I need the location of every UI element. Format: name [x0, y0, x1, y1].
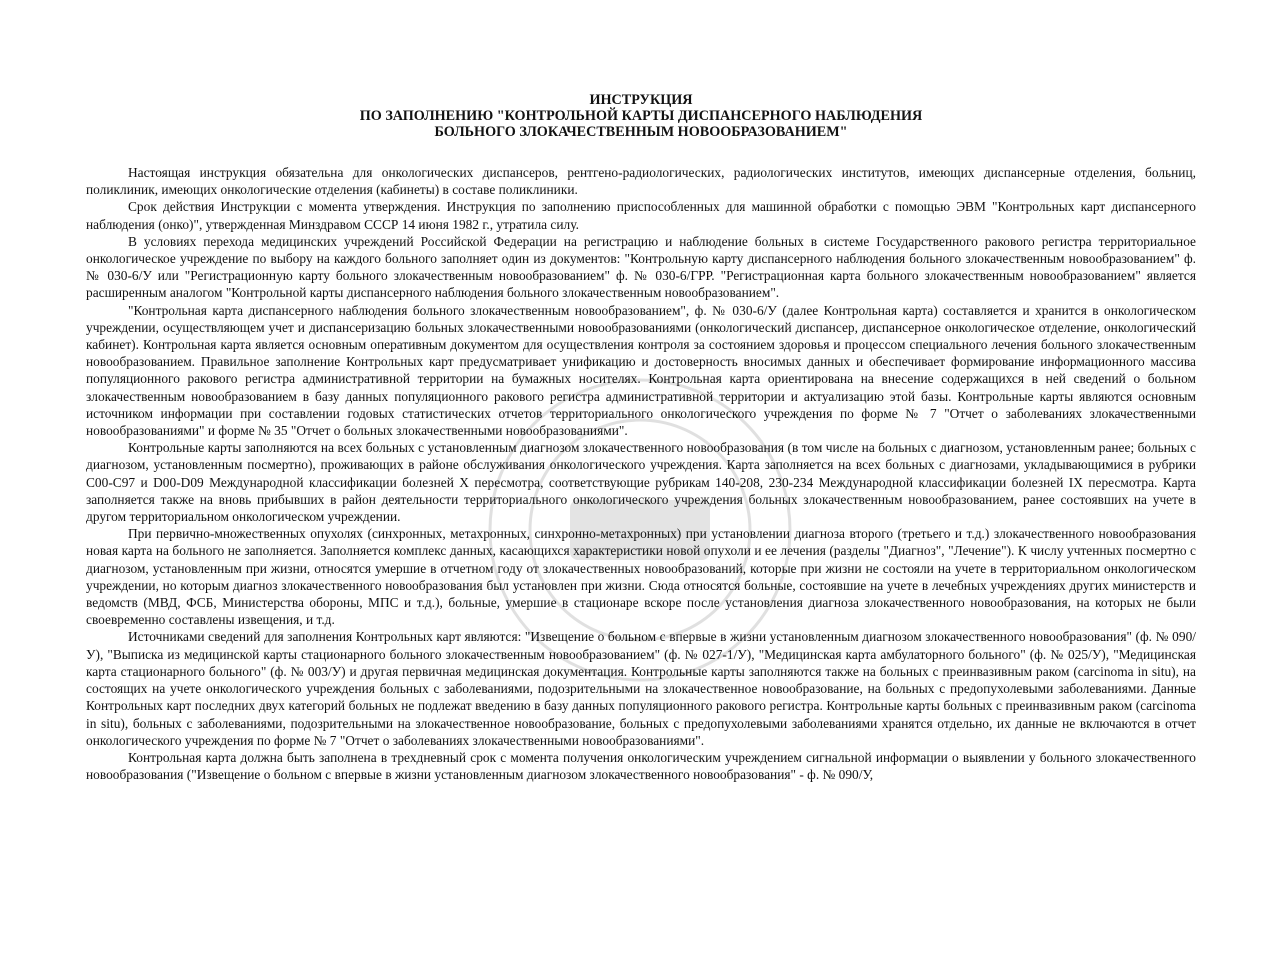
paragraph-2: Срок действия Инструкции с момента утверждения. Инструкция по заполнению приспособленных для машинной обработки с помощью ЭВМ "Контрольных карт диспансерного наблюдения (онко)", утвержденная Минздравом СССР 14 июня 1982 г., утратила силу. — [86, 199, 1196, 232]
title-line-3: БОЛЬНОГО ЗЛОКАЧЕСТВЕННЫМ НОВООБРАЗОВАНИЕМ" — [434, 124, 848, 140]
paragraph-4: "Контрольная карта диспансерного наблюдения больного злокачественным новообразованием", ф. № 030-6/У (далее Контрольная карта) составляется и хранится в онкологическом учреждении, осуществляющем учет и диспансеризацию больных злокачественными новообразованиями (онкологический диспансер, диспансерное онкологическое отделение, онкологический кабинет). Контрольная карта является основным оперативным документом для осуществления контроля за состоянием здоровья и процессом специального лечения больного злокачественным новообразованием. Правильное заполнение Контрольных карт предусматривает унификацию и достоверность вносимых данных и обеспечивает формирование информационного массива популяционного ракового регистра административной территории на бумажных носителях. Контрольная карта ориентирована на внесение содержащихся в ней сведений о больном злокачественным новообразованием в базу данных популяционного ракового регистра административной территории и актуализацию этой базы. Контрольные карты являются основным источником информации при составлении годовых статистических отчетов территориального онкологического учреждения по форме № 7 "Отчет о заболеваниях злокачественными новообразованиями" и форме № 35 "Отчет о больных злокачественными новообразованиями". — [86, 302, 1196, 439]
paragraph-7: Источниками сведений для заполнения Контрольных карт являются: "Извещение о больном с впервые в жизни установленным диагнозом злокачественного новообразования" (ф. № 090/У), "Выписка из медицинской карты стационарного больного злокачественным новообразованием" (ф. № 027-1/У), "Медицинская карта амбулаторного больного" (ф. № 025/У), "Медицинская карта стационарного больного" (ф. № 003/У) и другая первичная медицинская документация. Контрольные карты заполняются также на больных с преинвазивным раком (carcinoma in situ), на состоящих на учете онкологического учреждения больных с заболеваниями, подозрительными на злокачественное новообразование, на больных с предопухолевыми заболеваниями. Данные Контрольных карт последних двух категорий больных не подлежат введению в базу данных популяционного ракового регистра. Контрольные карты больных с преинвазивным раком (carcinoma in situ), больных с заболеваниями, подозрительными на злокачественное новообразование, больных с предопухолевыми заболеваниями хранятся отдельно, их данные не включаются в отчет онкологического учреждения по форме № 7 "Отчет о заболеваниях злокачественными новообразованиями". — [86, 629, 1196, 748]
document-title — [86, 92, 1196, 140]
paragraph-1: Настоящая инструкция обязательна для онкологических диспансеров, рентгено-радиологических, радиологических институтов, имеющих диспансерные отделения, больниц, поликлиник, имеющих онкологические отделения (кабинеты) в составе поликлиники. — [86, 165, 1196, 198]
title-line-1: ИНСТРУКЦИЯ — [589, 92, 693, 108]
title-line-2: ПО ЗАПОЛНЕНИЮ "КОНТРОЛЬНОЙ КАРТЫ ДИСПАНСЕРНОГО НАБЛЮДЕНИЯ — [359, 108, 923, 124]
paragraph-8: Контрольная карта должна быть заполнена в трехдневный срок с момента получения онкологическим учреждением сигнальной информации о выявлении у больного злокачественного новообразования ("Извещение о больном с впервые в жизни установленным диагнозом злокачественного новообразования" - ф. № 090/У, — [86, 749, 1196, 783]
paragraph-6: При первично-множественных опухолях (синхронных, метахронных, синхронно-метахронных) при установлении диагноза второго (третьего и т.д.) злокачественного новообразования новая карта на больного не заполняется. Заполняется комплекс данных, касающихся характеристики новой опухоли и ее лечения (разделы "Диагноз", "Лечение"). К числу учтенных посмертно с диагнозом, установленным при жизни, относятся умершие в отчетном году от злокачественных новообразований, которые при жизни не состояли на учете в территориальном онкологическом учреждении, но которым диагноз злокачественного новообразования был установлен при жизни. Сюда относятся больные, состоявшие на учете в лечебных учреждениях других министерств и ведомств (МВД, ФСБ, Министерства обороны, МПС и т.д.), больные, умершие в стационаре вскоре после установления диагноза злокачественного новообразования, на которых не были своевременно составлены извещения, и т.д. — [86, 526, 1196, 628]
paragraph-3: В условиях перехода медицинских учреждений Российской Федерации на регистрацию и наблюдение больных в системе Государственного ракового регистра территориальное онкологическое учреждение по выбору на каждого больного заполняет один из документов: "Контрольную карту диспансерного наблюдения больного злокачественным новообразованием" ф. № 030-6/У или "Регистрационную карту больного злокачественным новообразованием" ф. № 030-6/ГРР. "Регистрационная карта больного злокачественным новообразованием" является расширенным аналогом "Контрольной карты диспансерного наблюдения больного злокачественным новообразованием". — [86, 233, 1196, 301]
paragraph-5: Контрольные карты заполняются на всех больных с установленным диагнозом злокачественного новообразования (в том числе на больных с диагнозом, установленным ранее; больных с диагнозом, установленным посмертно), проживающих в районе обслуживания онкологического учреждения. Карта заполняется на всех больных с диагнозами, укладывающимися в рубрики С00-С97 и D00-D09 Международной классификации болезней X пересмотра, соответствующие рубрикам 140-208, 230-234 Международной классификации болезней IX пересмотра. Карта заполняется также на вновь прибывших в район деятельности территориального онкологического учреждения больных злокачественным новообразованием, ранее состоявших на учете в другом территориальном онкологическом учреждении. — [86, 440, 1196, 525]
document-page — [86, 92, 1196, 783]
